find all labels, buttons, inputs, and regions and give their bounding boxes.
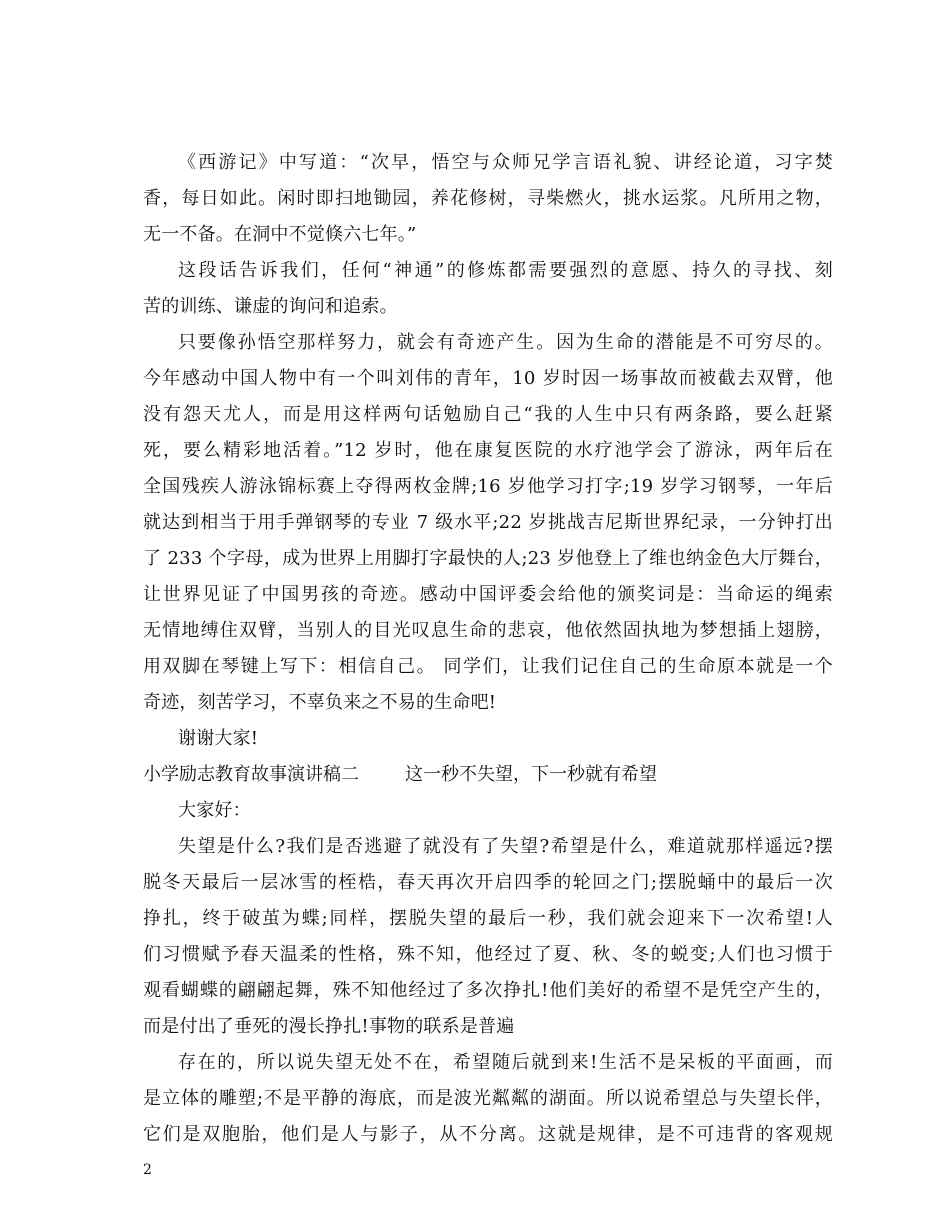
- text-line: 脱冬天最后一层冰雪的桎梏，春天再次开启四季的轮回之门;摆脱蛹中的最后一次: [143, 872, 833, 893]
- text-line: 是立体的雕塑;不是平静的海底，而是波光粼粼的湖面。所以说希望总与失望长伴，: [143, 1088, 833, 1109]
- text-line: 让世界见证了中国男孩的奇迹。感动中国评委会给他的颁奖词是：当命运的绳索: [143, 584, 833, 605]
- text-line: 《西游记》中写道：“次早，悟空与众师兄学言语礼貌、讲经论道，习字焚: [178, 152, 833, 173]
- closing-line: 谢谢大家!: [178, 728, 259, 749]
- text-line: 这段话告诉我们，任何“神通”的修炼都需要强烈的意愿、持久的寻找、刻: [178, 260, 833, 281]
- greeting-line: 大家好：: [178, 800, 251, 821]
- text-line: 而是付出了垂死的漫长挣扎!事物的联系是普遍: [143, 1016, 515, 1037]
- text-line: 就达到相当于用手弹钢琴的专业 7 级水平;22 岁挑战吉尼斯世界纪录，一分钟打出: [143, 512, 833, 533]
- text-line: 用双脚在琴键上写下：相信自己。 同学们，让我们记住自己的生命原本就是一个: [143, 656, 833, 677]
- text-line: 了 233 个字母，成为世界上用脚打字最快的人;23 岁他登上了维也纳金色大厅舞台，: [143, 548, 833, 569]
- text-line: 全国残疾人游泳锦标赛上夺得两枚金牌;16 岁他学习打字;19 岁学习钢琴，一年后: [143, 476, 833, 497]
- text-line: 无情地缚住双臂，当别人的目光叹息生命的悲哀，他依然固执地为梦想插上翅膀，: [143, 620, 833, 641]
- text-line: 们习惯赋予春天温柔的性格，殊不知，他经过了夏、秋、冬的蜕变;人们也习惯于: [143, 944, 833, 965]
- text-line: 今年感动中国人物中有一个叫刘伟的青年，10 岁时因一场事故而被截去双臂，他: [143, 368, 833, 389]
- text-line: 香，每日如此。闲时即扫地锄园，养花修树，寻柴燃火，挑水运浆。凡所用之物，: [143, 188, 833, 209]
- text-line: 它们是双胞胎，他们是人与影子，从不分离。这就是规律，是不可违背的客观规: [143, 1124, 833, 1145]
- text-line: 存在的，所以说失望无处不在，希望随后就到来!生活不是呆板的平面画，而: [178, 1052, 833, 1073]
- text-line: 只要像孙悟空那样努力，就会有奇迹产生。因为生命的潜能是不可穷尽的。: [178, 332, 833, 353]
- text-line: 死，要么精彩地活着。”12 岁时，他在康复医院的水疗池学会了游泳，两年后在: [143, 440, 833, 461]
- text-line: 奇迹，刻苦学习，不辜负来之不易的生命吧!: [143, 692, 497, 713]
- page-number: 2: [143, 1162, 152, 1178]
- text-line: 失望是什么?我们是否逃避了就没有了失望?希望是什么，难道就那样遥远?摆: [178, 836, 833, 857]
- section-heading: [143, 758, 657, 792]
- text-line: 观看蝴蝶的翩翩起舞，殊不知他经过了多次挣扎!他们美好的希望不是凭空产生的，: [143, 980, 833, 1001]
- text-line: 无一不备。在洞中不觉倏六七年。”: [143, 224, 417, 245]
- text-line: 没有怨天尤人，而是用这样两句话勉励自己“我的人生中只有两条路，要么赶紧: [143, 404, 833, 425]
- text-line: 挣扎，终于破茧为蝶;同样，摆脱失望的最后一秒，我们就会迎来下一次希望!人: [143, 908, 833, 929]
- section-heading-subtitle: 这一秒不失望，下一秒就有希望: [405, 764, 657, 785]
- text-line: 苦的训练、谦虚的询问和追索。: [143, 296, 398, 317]
- section-heading-title: 小学励志教育故事演讲稿二: [143, 764, 359, 785]
